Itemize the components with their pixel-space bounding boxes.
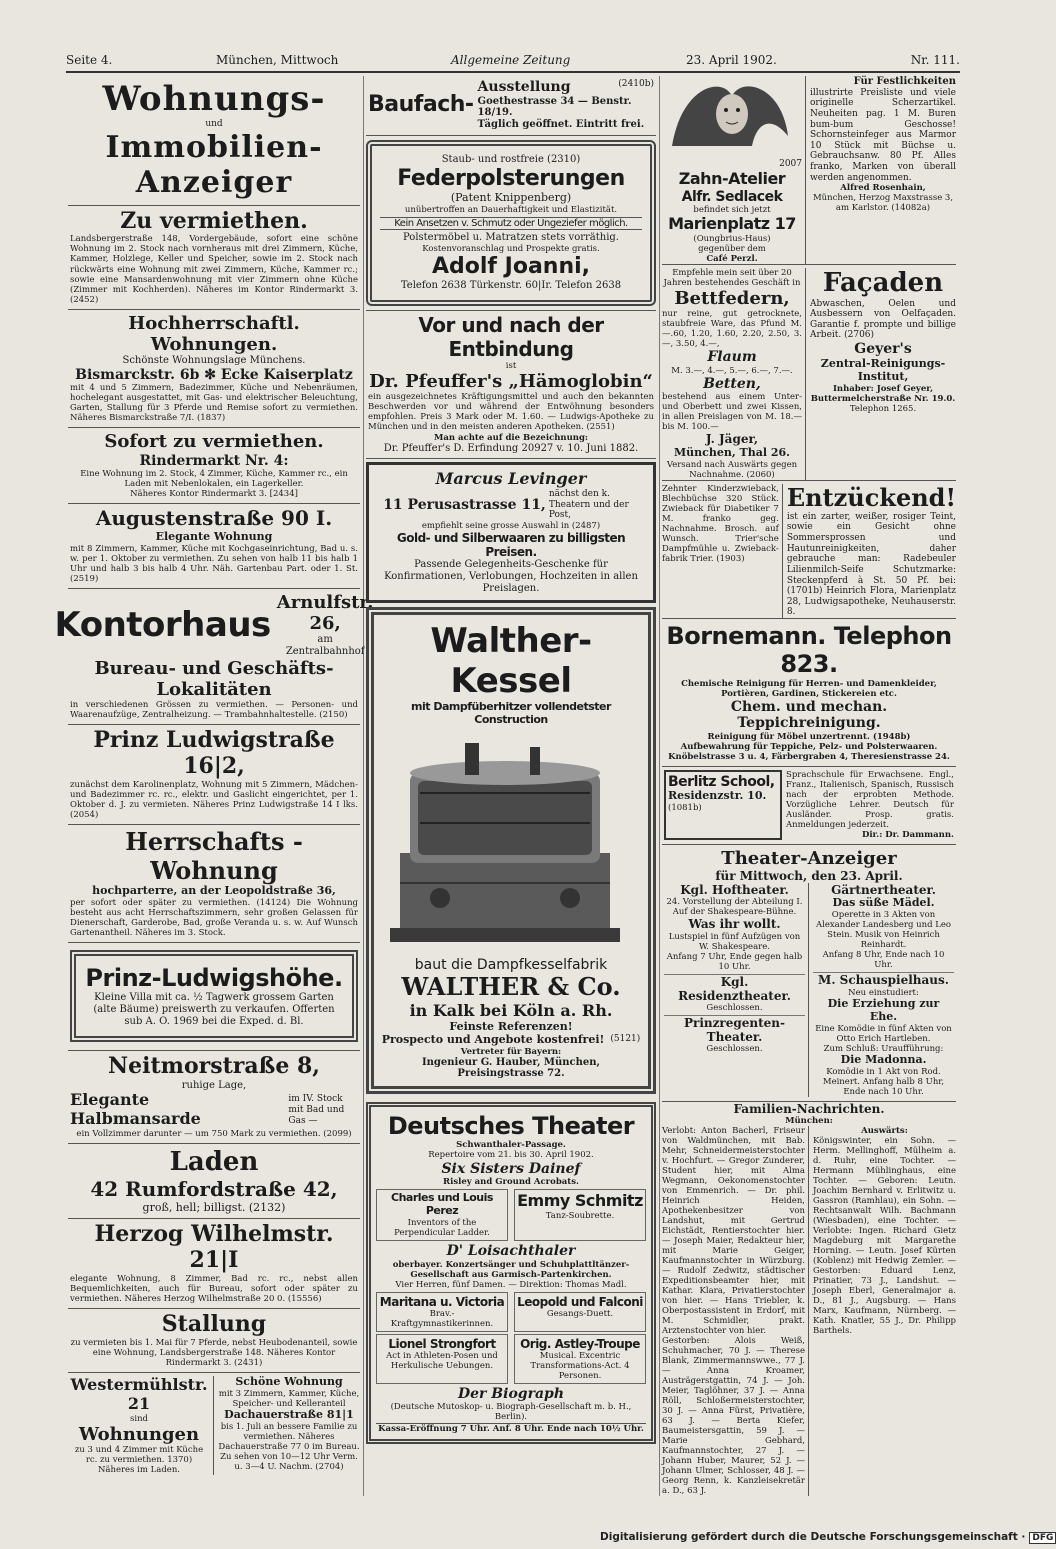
ad-opposite: gegenüber dem (698, 243, 766, 254)
ad-director: Dir.: Dr. Dammann. (861, 829, 954, 840)
ad-text: illustrirte Preisliste und viele originelle Scherzartikel. Neuheiten pag. 1 M. Buren bum-bum Geschosse! Schornsteinfeger aus Marmor 10 Stück mit Büchse u. Gebrauchsanw. 80 Pf. Alles franko, Marken von überall werden angenommen. (810, 87, 956, 183)
ad-text: per sofort oder später zu vermiethen. (14124) Die Wohnung besteht aus acht Herrschaftszimmern, sehr großen Gelassen für Dienerschaft, Garderobe, Bad, große Veranda u. s. w. Auf Wunsch Gartenantheil. Näheres im 3. Stock. (70, 897, 358, 938)
ad-text-3: Aufbewahrung für Teppiche, Pelz- und Polsterwaaren. (680, 741, 938, 752)
ad-address: München, Herzog Maxstrasse 3, am Karlstor. (14082a) (812, 193, 954, 214)
berlitz-details (786, 770, 954, 840)
ad-text-2: Passende Gelegenheits-Geschenke für Konfirmationen, Verlobungen, Hochzeiten in allen Preislagen. (384, 559, 638, 594)
ad-heading: Bettfedern, (674, 287, 790, 309)
ad-text: nur reine, gut getrocknete, staubfreie Ware, das Pfund M. —.60, 1.20, 1.60, 2.20, 2.50, 3. —, 3.50, 4.—, (662, 309, 802, 350)
ad-heading: Walther-Kessel (430, 620, 592, 701)
ad-ref: Näheres Kontor Rindermarkt 3. [2434] (130, 489, 298, 500)
play-title-3: Die Madonna. (840, 1052, 927, 1066)
ad-text: zu vermieten bis 1. Mai für 7 Pferde, nebst Heubodenanteil, sowie eine Wohnung, Landsbergerstraße 148. Näheres Kontor Rindermarkt 3. (2431) (70, 1338, 358, 1369)
ad-subheading: Ausstellung (477, 79, 571, 95)
ad-subheading: Flaum (707, 349, 757, 366)
ad-text: Kleine Villa mit ca. ½ Tagwerk grossem Garten (alte Bäume) preiswerth zu verkaufen. Offerten sub A. O. 1969 bei die Exped. d. Bl. (93, 992, 335, 1027)
ad-ref: Versand nach Auswärts gegen Nachnahme. (2060) (666, 459, 798, 480)
ad-heading: Berlitz School, (668, 773, 775, 790)
act-strongfort (376, 1334, 508, 1384)
ad-bettfedern (662, 268, 806, 480)
ad-heading: Neitmorstraße 8, (108, 1052, 320, 1079)
page-number: Seite 4. (66, 53, 113, 67)
ad-bornemann (662, 618, 956, 767)
ad-company-2: Zentral-Reinigungs-Institut, (820, 356, 946, 383)
theater-name-2: M. Schauspielhaus. (813, 972, 954, 987)
ad-text-2: bis 1. Juli an bessere Familie zu vermiethen. Näheres Dachauerstraße 77 0 im Bureau. Zu sehen von 10—12 Uhr Verm. u. 3—4 U. Nachm. (2704) (218, 1422, 360, 1473)
section-title-und: und (205, 119, 223, 130)
ad-text: Polstermöbel u. Matratzen stets vorräthig. (402, 232, 619, 244)
ad-kontorhaus (54, 589, 374, 726)
ad-walther-kessel (366, 607, 656, 1094)
family-column-right (813, 1126, 956, 1497)
ad-address: 11 Perusastrasse 11, (383, 496, 546, 513)
ad-text: zu 3 und 4 Zimmer mit Küche rc. zu vermiethen. 1370) Näheres im Laden. (74, 1445, 204, 1476)
theater-columns (664, 883, 954, 1096)
ad-location: nächst den k. Theatern und der Post, (548, 489, 629, 521)
play-description: Lustspiel in fünf Aufzügen von W. Shakespeare. (668, 931, 801, 952)
act-astley (514, 1334, 646, 1384)
theater-column-left (664, 883, 809, 1096)
ad-merchant: Alfred Rosenhain, (840, 183, 926, 194)
section-date: für Mittwoch, den 23. April. (715, 869, 903, 884)
footer-credit (600, 1531, 1056, 1544)
act-description: Act in Athleten-Posen und Herkulische Uebungen. (386, 1350, 498, 1371)
act-schmitz (514, 1189, 646, 1241)
ad-text: mit 3 Zimmern, Kammer, Küche, Speicher- und Kelleranteil (218, 1389, 360, 1410)
play-time: Anfang 7 Uhr, Ende gegen halb 10 Uhr. (666, 951, 803, 972)
act-title: Emmy Schmitz (517, 1191, 643, 1211)
ad-text: ein ausgezeichnetes Kräftigungsmittel und auch den bekannten Beschwerden vor und während der Entwöhnung besonders empfohlen. Preis 3 Mark oder M. 1.60. — Ludwigs-Apotheke zu München und in den meisten anderen Apotheken. (2551) (368, 392, 654, 433)
ad-heading: Zu vermiethen. (120, 207, 308, 234)
ad-heading: Bornemann. Telephon 823. (666, 621, 952, 679)
ad-frame (70, 950, 358, 1042)
ad-heading: Entzückend! (786, 482, 956, 512)
dfg-logo: DFG (1029, 1532, 1056, 1544)
ad-westermuehlstrasse (68, 1376, 214, 1475)
ad-subheading: Wohnungen (78, 1424, 200, 1446)
ad-prinz-ludwigstrasse (68, 725, 360, 825)
ad-text: Chemische Reinigung für Herren- und Damenkleider, Portièren, Gardinen, Stickereien etc. (681, 678, 937, 699)
ad-product: Dr. Pfeuffer's „Hämoglobin“ (369, 371, 653, 393)
section-heading: Familien-Nachrichten. (733, 1101, 885, 1116)
section-title-1: Wohnungs- (102, 79, 326, 119)
section-heading: Theater-Anzeiger (721, 847, 897, 869)
ad-berlitz (662, 767, 956, 845)
ad-dachauerstrasse (218, 1376, 360, 1475)
header-date: 23. April 1902. (686, 53, 777, 67)
ad-baufach (366, 76, 656, 136)
ad-text: mit 8 Zimmern, Kammer, Küche mit Kochgaseinrichtung, Bad u. s. w. per 1. Oktober zu vermiethen. Zu sehen von halb 11 bis halb 1 Uhr und halb 3 bis halb 4 Uhr. Näh. Gartenbau Part. oder 1. St. (2519) (70, 543, 358, 584)
theater-name: Kgl. Hoftheater. (680, 883, 789, 898)
theater-name: Gärtnertheater. (831, 883, 936, 898)
city-heading: München: (785, 1115, 833, 1126)
ad-heading: Vor und nach der Entbindung (418, 313, 604, 361)
ad-zu-vermiethen (68, 206, 360, 310)
act-leopold (514, 1292, 646, 1332)
family-text-2: Gestorben: Alois Weiß, Schuhmacher, 70 J. — Therese Blank, Zimmermannswwe., 77 J. — Anna Kroamer, Austrägerstgattin, 74 J. — Joh. Meier, Taglöhner, 37 J. — Anna Röll, Schloßermeisterstochter, 30 J. — Anna Fürst, Privatière, 63 J. — Berta Kiefer, Baumeistersgattin, 59 J. — Marie Gebhard, Kaufmannstochter, 27 J. — Johann Huber, Maurer, 52 J. — Johann Ulmer, Schlosser, 48 J. — Georg Renn, k. Kanzleisekretär a. D., 63 J. (662, 1336, 805, 1497)
page-header (66, 50, 960, 70)
ad-text: Eine Wohnung im 2. Stock, 4 Zimmer, Küche, Kammer rc., ein Laden mit Nebenlokalen, ein Lagerkeller. (80, 469, 348, 490)
ad-address: München, Thal 26. (674, 445, 790, 459)
family-columns (662, 1126, 956, 1497)
ad-company: Geyer's (854, 341, 912, 358)
ad-subheading: Bureau- und Geschäfts-Lokalitäten (94, 657, 334, 701)
ad-heading: Kontorhaus (54, 604, 271, 645)
ad-text: zunächst dem Karolinenplatz, Wohnung mit 5 Zimmern, Mädchen- und Badezimmer rc. rc., elektr. und Gaslicht eingerichtet, per 1. Oktober d. J. zu vermieten. Näheres Prinz Ludwigstraße 14 I lks. (2054) (70, 780, 358, 821)
ad-subheading: ruhige Lage, (181, 1079, 247, 1091)
play-title: Was ihr wollt. (688, 917, 781, 932)
ad-address: Marienplatz 17 (668, 214, 796, 234)
ad-ist: ist (505, 361, 517, 372)
ad-company: WALTHER & Co. (401, 972, 621, 1002)
theater-note: 24. Vorstellung der Abteilung I. Auf der Shakespeare-Bühne. (666, 897, 803, 918)
ad-prices: M. 3.—, 4.—, 5.—, 6.—, 7.—. (671, 365, 793, 376)
ad-herrschafts-wohnung (68, 825, 360, 943)
act-description: Tanz-Soubrette. (545, 1210, 615, 1221)
ad-text-2: Reinigung für Möbel unzertrennt. (1948b) (707, 731, 911, 742)
act-title: Orig. Astley-Troupe (520, 1336, 640, 1351)
column-divider-2 (659, 76, 660, 1496)
ad-heading: Laden (169, 1147, 259, 1178)
ad-building: (Oungbrius-Haus) (693, 233, 771, 244)
ad-federpolsterungen (366, 140, 656, 306)
ad-heading: Augustenstraße 90 I. (95, 506, 333, 531)
footer-text: Digitalisierung gefördert durch die Deutsche Forschungsgemeinschaft · (600, 1531, 1026, 1543)
ad-heading: Sofort zu vermiethen. (104, 431, 324, 453)
ad-subheading: Elegante Wohnung (155, 529, 273, 543)
ad-row-3 (662, 480, 956, 618)
ad-text: in verschiedenen Grössen zu vermiethen. — Personen- und Waarenaufzüge, Zentralheizung. — Trambahnhaltestelle. (2150) (70, 700, 358, 721)
ad-sind: sind (130, 1414, 148, 1425)
act-six-sisters-sub: Risley and Ground Acrobats. (443, 1177, 579, 1188)
ad-representative: Ingenieur G. Hauber, München, Preisingstrasse 72. (421, 1056, 601, 1080)
ad-heading: Hochherrschaftl. Wohnungen. (128, 312, 300, 355)
ad-zahn-atelier (662, 76, 806, 264)
ad-feature: Elegante Halbmansarde (70, 1090, 201, 1129)
ad-text: Sprachschule für Erwachsene. Engl., Franz., Italienisch, Spanisch, Russisch nach der erprobten Methode. Vorzügliche Lehrer. Deutsch für Ausländer. Prosp. gratis. Anmeldungen jederzeit. (786, 769, 954, 830)
acts-grid-1 (376, 1189, 646, 1241)
header-issue: Nr. 111. (910, 53, 960, 67)
play-description-3: Komödie in 1 Akt von Rod. Meinert. Anfang halb 8 Uhr, Ende nach 10 Uhr. (822, 1066, 945, 1097)
ad-references: Feinste Referenzen! (449, 1019, 573, 1033)
ad-ref: (2410b) (618, 79, 654, 89)
ad-text-2: Kostenvoranschlag und Prospekte gratis. (422, 244, 600, 255)
ad-entzueckend (787, 484, 956, 618)
act-loisachthaler: D' Loisachthaler (446, 1243, 576, 1259)
play-time: Anfang 8 Uhr, Ende nach 10 Uhr. (822, 950, 945, 971)
ad-heading: Zahn-Atelier (678, 168, 786, 188)
theater-name-2: Kgl. Residenztheater. (664, 974, 805, 1003)
berlitz-box (664, 770, 782, 840)
ad-heading: Prinz-Ludwigshöhe. (85, 964, 343, 993)
ad-text: mit 4 und 5 Zimmern, Badezimmer, Küche und Nebenräumen, hochelegant ausgestattet, mit Gas- und elektrischer Beleuchtung, Garten, Stallung für 3 Pferde und Remise sofort zu vermiethen. Näheres Bismarckstraße 7/I. (1837) (70, 383, 358, 424)
ad-row-top (662, 76, 956, 264)
theater-name-3: Prinzregenten-Theater. (664, 1015, 805, 1044)
ad-herzog-wilhelmstrasse (68, 1219, 360, 1309)
ad-festlichkeiten (810, 76, 956, 264)
act-perez (376, 1189, 508, 1241)
ad-text: Abwaschen, Oelen und Ausbessern von Oelfaçaden. Garantie f. prompte und billige Arbeit. (2706) (810, 298, 956, 341)
city-heading-2: Auswärts: (861, 1125, 908, 1136)
ad-subheading: mit Dampfüberhitzer vollendetster Construction (411, 699, 611, 726)
ad-patent: (Patent Knippenberg) (450, 190, 572, 204)
ad-address: Goethestrasse 34 — Benstr. 18/19. (477, 95, 632, 119)
ad-heading: Façaden (822, 267, 944, 298)
ad-augustenstrasse (68, 504, 360, 589)
column-2 (366, 76, 656, 1448)
ad-subheading: hochparterre, an der Leopoldstraße 36, (92, 883, 336, 897)
ad-address: Buttermelcherstraße Nr. 19.0. (810, 393, 956, 404)
ad-heading: Für Festlichkeiten (853, 76, 956, 87)
ad-text: Landsbergerstraße 148, Vordergebäude, sofort eine schöne Wohnung im 2. Stock nach vornheraus mit drei Zimmern, Küche, Kammer, Holzlege, Keller und Speicher, sowie im 2. Stock nach rückwärts eine Wohnung mit zwei Zimmern, Küche, Kammer rc.; sowie eine Mansardenwohnung mit vier Zimmern ohne Küche (Zimmer mit Kochherden). Näheres im Kontor Rindermarkt 3. (2452) (70, 234, 358, 305)
ad-zwieback: Zehnter Kinderzwieback, Blechbüchse 320 Stück. Zwieback für Diabetiker 7 M. franko geg. Nachnahme. Brosch. auf Wunsch. Trier'sche Dampfmühle u. Zwieback-fabrik Trier. (1903) (662, 484, 783, 618)
ad-heading: Federpolsterungen (397, 165, 625, 191)
theater-note: Neu einstudiert: (848, 987, 919, 998)
ad-subheading: Schwanthaler-Passage. (456, 1140, 566, 1151)
act-maritana (376, 1292, 508, 1332)
ad-box-office: Kassa-Eröffnung 7 Uhr. Anf. 8 Uhr. Ende nach 10½ Uhr. (376, 1423, 646, 1434)
ad-text: elegante Wohnung, 8 Zimmer, Bad rc. rc., nebst allen Bequemlichkeiten, auch für Bureau, sofort oder später zu vermiethen. Näheres Herzog Wilhelmstraße 20 0. (15556) (70, 1274, 358, 1305)
ad-rindermarkt (68, 428, 360, 504)
ad-offer: Prospecto und Angebote kostenfrei! (381, 1032, 605, 1046)
act-loisachthaler-text: oberbayer. Konzertsänger und Schuhplattltänzer-Gesellschaft aus Garmisch-Partenkirchen. (392, 1259, 630, 1280)
ad-address: Knöbelstrasse 3 u. 4, Färbergraben 4, Theresienstrasse 24. (668, 751, 950, 762)
act-description: Inventors of the Perpendicular Ladder. (394, 1217, 490, 1238)
theater-status-2: Geschlossen. (706, 1044, 763, 1055)
act-six-sisters: Six Sisters Dainef (441, 1160, 581, 1177)
column-1 (54, 76, 374, 1476)
ad-heading: Herrschafts - Wohnung (125, 827, 303, 885)
theater-status: Geschlossen. (706, 1002, 763, 1013)
act-description: Brav.-Kraftgymnastikerinnen. (390, 1308, 494, 1329)
family-text-3: Königswinter, ein Sohn. — Herm. Mellinghoff, Mülheim a. d. Ruhr, eine Tochter. — Hermann Mühlinghaus, eine Tochter. — Geboren: Leutn. Joachim Bernhard v. Erlitwitz u. Gassron (Ramhlau), ein Sohn. — Rechtsanwalt Wilh. Bachmann (Wiesbaden), eine Tochter. — Verlobte: Ingen. Richard Gietz Magdeburg mit Margarethe Horning. — Leutn. Josef Kürten (Koblenz) mit Hedwig Zemler. — Gestorben: Eduard Lenz, Prinatier, 73 J., Landshut. — Joseph Eberl, Generalmajor a. D., 81 J., Augsburg. — Hans Marx, Kaufmann, Nürnberg. — Kath. Knatler, 55 J., Dr. Philipp Barthels. (813, 1135, 956, 1337)
ad-laden (68, 1144, 360, 1219)
ad-haemoglobin (366, 310, 656, 459)
family-column-left (662, 1126, 809, 1497)
ad-row-2 (662, 264, 956, 480)
ad-heading: Deutsches Theater (387, 1112, 635, 1141)
ad-location: in Kalk bei Köln a. Rh. (409, 1000, 613, 1020)
ad-heading: Schöne Wohnung (235, 1375, 343, 1389)
ad-ref: (5121) (610, 1033, 641, 1044)
header-rule (66, 71, 960, 73)
acts-grid-2 (376, 1292, 646, 1384)
ad-address: Rindermarkt Nr. 4: (139, 452, 289, 469)
ad-merchant: Adolf Joanni, (431, 254, 591, 280)
section-title-2: Immobilien-Anzeiger (105, 129, 323, 201)
section-title-block (68, 76, 360, 206)
theater-column-right (813, 883, 954, 1096)
boiler-illustration (380, 733, 630, 948)
ad-text: ist ein zarter, weißer, rosiger Teint, sowie ein Gesicht ohne Sommersprossen und Hautunreinigkeiten, daher gebrauche man: Radebeuler Lilienmilch-Seife Schutzmarke: Steckenpferd à St. 50 Pf. bei: (1701b) Heinrich Flora, Marienplatz 28, Ludwigsapotheke, Neuhauserstr. 8. (786, 511, 956, 618)
ad-marcus-levinger (366, 462, 656, 602)
ad-deutsches-theater (366, 1102, 656, 1443)
ad-pair-bottom (68, 1373, 360, 1475)
act-biograph: Der Biograph (458, 1385, 564, 1402)
family-notices (662, 1102, 956, 1497)
ad-subheading: groß, hell; billigst. (2132) (142, 1200, 286, 1214)
family-text: Verlobt: Anton Bacherl, Friseur von Waldmünchen, mit Bab. Mehr, Schneidermeisterstochter v. Hochfurt. — Gregor Zunderer, Student hier, mit Alma Wegmann, Oekonomenstochter von Emmenrich. — Dr. phil. Heinrich Heiden, Apothekenbesitzer von Landshut, mit Gertrud Eichstädt, Rentierstochter hier. — Joseph Maier, Redakteur hier, mit Marie Geiger, Kaufmannstochter in Würzburg. — Rudolf Zedwitz, städtischer Expeditionsbeamter hier, mit Kathar. Klara, Privatierstochter von hier. — Hans Triebler, k. Oberpostassistent in Erdorf, mit M. Schmidler, prakt. Arztenstochter von hier. (662, 1125, 805, 1337)
ad-subheading: Chem. und mechan. Teppichreinigung. (730, 698, 888, 732)
ad-telephone: Telephon 1265. (849, 403, 917, 414)
play-description: Operette in 3 Akten von Alexander Landesberg und Leo Stein. Musik von Heinrich Reinhardt. (815, 910, 952, 951)
ad-heading: Westermühlstr. 21 (70, 1375, 208, 1414)
ad-subheading: Schönste Wohnungslage Münchens. (122, 355, 306, 367)
ad-text: ein Vollzimmer darunter — um 750 Mark zu vermiethen. (2099) (76, 1129, 352, 1140)
play-title: Das süße Mädel. (832, 896, 935, 910)
ad-heading: Baufach- (368, 91, 474, 117)
ad-telephone: Telefon 2638 Türkenstr. 60|Ir. Telefon 2638 (400, 280, 622, 292)
portrait-illustration (662, 76, 798, 156)
act-description: Musical. Excentric Transformations-Act. 4 Personen. (530, 1350, 630, 1381)
ad-feature: Kein Ansetzen v. Schmutz oder Ungeziefer möglich. (380, 217, 642, 231)
ad-ref: 2007 (779, 159, 802, 170)
ad-dentist: Alfr. Sedlacek (681, 188, 783, 205)
ad-heading: Marcus Levinger (435, 469, 587, 489)
ad-address: Arnulfstr. 26, (276, 591, 374, 635)
ad-subheading-2: Betten, (703, 375, 761, 392)
ad-subheading: unübertroffen an Dauerhaftigkeit und Elastizität. (404, 204, 618, 215)
ad-hours: Täglich geöffnet. Eintritt frei. (477, 119, 645, 131)
ad-merchant: J. Jäger, (705, 432, 759, 447)
ad-intro: Staub- und rostfreie (2310) (441, 153, 581, 165)
act-title: Maritana u. Victoria (379, 1294, 505, 1309)
header-paper: Allgemeine Zeitung (451, 53, 571, 67)
theater-listings (662, 845, 956, 1102)
column-divider-1 (363, 76, 364, 1496)
ad-representative-label: Vertreter für Bayern: (460, 1046, 562, 1057)
act-biograph-sub: (Deutsche Mutoskop- u. Biograph-Gesellschaft m. b. H., Berlin). (390, 1402, 632, 1423)
ad-neitmorstrasse (68, 1051, 360, 1145)
ad-ref: (1081b) (668, 803, 702, 814)
ad-heading: Stallung (161, 1311, 267, 1338)
act-title: Leopold und Falconi (517, 1294, 643, 1309)
act-title: Lionel Strongfort (388, 1336, 496, 1351)
ad-text: empfiehlt seine grosse Auswahl in (2487) (421, 521, 601, 532)
act-loisachthaler-director: Vier Herren, fünf Damen. — Direktion: Thomas Madl. (395, 1279, 627, 1290)
ad-bismarckstrasse (68, 310, 360, 429)
ad-note: Man achte auf die Bezeichnung: (433, 432, 589, 443)
play-title-2: Die Erziehung zur Ehe. (827, 996, 940, 1023)
ad-facaden (810, 268, 956, 480)
act-description: Gesangs-Duett. (546, 1308, 614, 1319)
ad-owner: Inhaber: Josef Geyer, (832, 383, 934, 394)
ad-side-note: im IV. Stock mit Bad und Gas — (288, 1094, 345, 1126)
ad-address: 42 Rumfordstraße 42, (90, 1176, 338, 1201)
ad-text-2: bestehend aus einem Unter- und Oberbett und zwei Kissen, in allen Preislagen von M. 18.— bis M. 100.— (662, 392, 802, 433)
ad-text: baut die Dampfkesselfabrik (414, 956, 608, 973)
ad-patent: Dr. Pfeuffer's D. Erfindung 20927 v. 10. Juni 1882. (383, 442, 639, 454)
ad-heading: Herzog Wilhelmstr. 21|I (94, 1221, 334, 1274)
ad-address: Bismarckstr. 6b ✻ Ecke Kaiserplatz (75, 366, 353, 383)
ad-prinz-ludwigshoehe (68, 943, 360, 1051)
column-3 (662, 76, 956, 1496)
header-city: München, Mittwoch (216, 53, 339, 67)
ad-heading: Prinz Ludwigstraße 16|2, (93, 727, 335, 780)
ad-address: Residenzstr. 10. (668, 789, 767, 803)
ad-intro: Empfehle mein seit über 20 Jahren bestehendes Geschäft in (663, 267, 801, 288)
ad-subheading: Gold- und Silberwaaren zu billigsten Preisen. (396, 531, 626, 560)
ad-stallung (68, 1309, 360, 1373)
ad-location: am Zentralbahnhof (285, 634, 365, 658)
play-note: Zum Schluß: Uraufführung: (823, 1043, 944, 1054)
ad-landmark: Café Perzl. (706, 253, 758, 264)
ad-text: befindet sich jetzt (693, 205, 771, 216)
ad-address: Dachauerstraße 81|1 (224, 1408, 354, 1422)
play-description-2: Eine Komödie in fünf Akten von Otto Erich Hartleben. (815, 1023, 952, 1044)
ad-repertoire: Repertoire vom 21. bis 30. April 1902. (428, 1150, 594, 1161)
act-title: Charles und Louis Perez (391, 1191, 493, 1217)
